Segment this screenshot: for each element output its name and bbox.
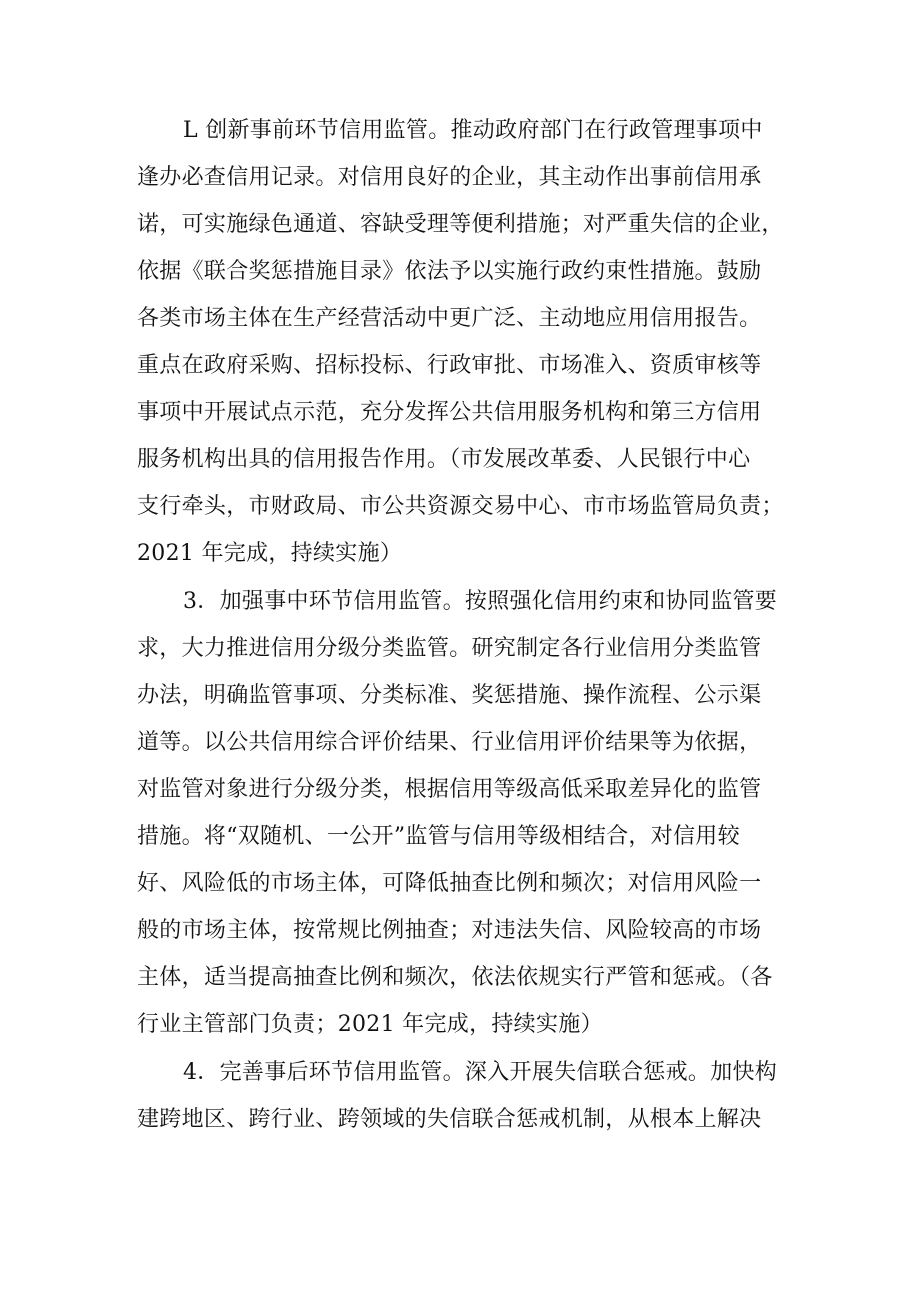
paragraph-2-line-1: 3．加强事中环节信用监管。按照强化信用约束和协同监管要 — [183, 589, 778, 614]
paragraph-1-line-5: 各类市场主体在生产经营活动中更广泛、主动地应用信用报告。 — [137, 306, 762, 331]
paragraph-2-line-9: 主体，适当提高抽查比例和频次，依法依规实行严管和惩戒。（各 — [137, 965, 773, 990]
paragraph-2-line-10: 行业主管部门负责；2021 年完成，持续实施） — [137, 1012, 603, 1037]
paragraph-2-line-8: 般的市场主体，按常规比例抽查；对违法失信、风险较高的市场 — [137, 918, 762, 943]
paragraph-1-line-7: 事项中开展试点示范，充分发挥公共信用服务机构和第三方信用 — [137, 400, 762, 425]
paragraph-1-line-3: 诺，可实施绿色通道、容缺受理等便利措施；对严重失信的企业， — [137, 212, 784, 237]
paragraph-3-line-2: 建跨地区、跨行业、跨领域的失信联合惩戒机制，从根本上解决 — [137, 1107, 762, 1132]
paragraph-2-line-5: 对监管对象进行分级分类，根据信用等级高低采取差异化的监管 — [137, 777, 762, 802]
paragraph-1-line-1: L 创新事前环节信用监管。推动政府部门在行政管理事项中 — [183, 118, 763, 143]
paragraph-1-line-8: 服务机构出具的信用报告作用。（市发展改革委、人民银行中心 — [137, 447, 751, 472]
paragraph-2-line-3: 办法，明确监管事项、分类标准、奖惩措施、操作流程、公示渠 — [137, 683, 762, 708]
paragraph-1-line-10: 2021 年完成，持续实施） — [137, 541, 403, 566]
paragraph-2-line-2: 求，大力推进信用分级分类监管。研究制定各行业信用分类监管 — [137, 636, 762, 661]
paragraph-2-line-7: 好、风险低的市场主体，可降低抽查比例和频次；对信用风险一 — [137, 871, 762, 896]
paragraph-1-line-6: 重点在政府采购、招标投标、行政审批、市场准入、资质审核等 — [137, 353, 762, 378]
paragraph-1-line-2: 逢办必查信用记录。对信用良好的企业，其主动作出事前信用承 — [137, 165, 762, 190]
paragraph-2-line-4: 道等。以公共信用综合评价结果、行业信用评价结果等为依据， — [137, 730, 762, 755]
paragraph-1-line-4: 依据《联合奖惩措施目录》依法予以实施行政约束性措施。鼓励 — [137, 259, 762, 284]
paragraph-3-line-1: 4．完善事后环节信用监管。深入开展失信联合惩戒。加快构 — [183, 1060, 778, 1085]
paragraph-2-line-6: 措施。将“双随机、一公开”监管与信用等级相结合，对信用较 — [137, 824, 740, 849]
paragraph-1-line-9: 支行牵头，市财政局、市公共资源交易中心、市市场监管局负责； — [137, 494, 784, 519]
